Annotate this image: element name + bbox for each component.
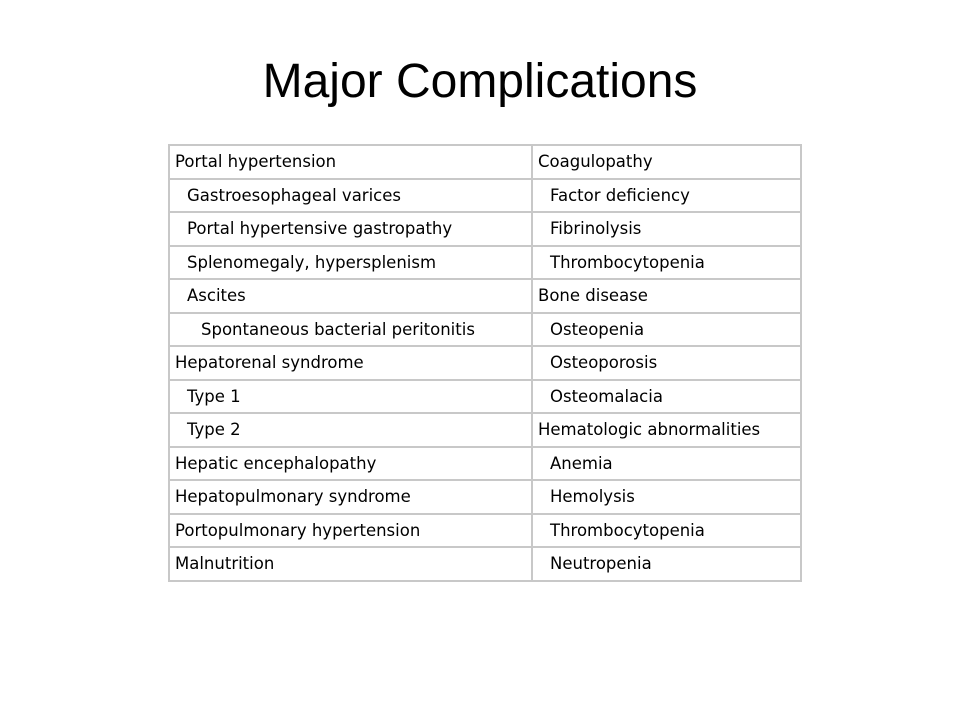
- table-row: [169, 279, 801, 313]
- complications-table-body: [169, 145, 801, 581]
- left-column-cell: Ascites: [169, 279, 532, 313]
- left-column-cell: Type 1: [169, 380, 532, 414]
- left-column-cell: Gastroesophageal varices: [169, 179, 532, 213]
- left-column-cell: Splenomegaly, hypersplenism: [169, 246, 532, 280]
- left-column-cell: Portal hypertensive gastropathy: [169, 212, 532, 246]
- table-row: [169, 413, 801, 447]
- left-column-cell: Type 2: [169, 413, 532, 447]
- right-column-cell: Hematologic abnormalities: [532, 413, 801, 447]
- right-column-cell: Osteopenia: [532, 313, 801, 347]
- right-column-cell: Osteomalacia: [532, 380, 801, 414]
- right-column-cell: Osteoporosis: [532, 346, 801, 380]
- right-column-cell: Thrombocytopenia: [532, 514, 801, 548]
- table-row: [169, 447, 801, 481]
- right-column-cell: Factor deficiency: [532, 179, 801, 213]
- left-column-cell: Hepatic encephalopathy: [169, 447, 532, 481]
- slide-title: Major Complications: [262, 55, 698, 108]
- table-row: [169, 514, 801, 548]
- left-column-cell: Hepatopulmonary syndrome: [169, 480, 532, 514]
- right-column-cell: Thrombocytopenia: [532, 246, 801, 280]
- right-column-cell: Neutropenia: [532, 547, 801, 581]
- left-column-cell: Hepatorenal syndrome: [169, 346, 532, 380]
- table-row: [169, 313, 801, 347]
- right-column-cell: Coagulopathy: [532, 145, 801, 179]
- complications-table-container: [168, 144, 802, 582]
- table-row: [169, 547, 801, 581]
- right-column-cell: Hemolysis: [532, 480, 801, 514]
- table-row: [169, 380, 801, 414]
- table-row: [169, 212, 801, 246]
- left-column-cell: Portopulmonary hypertension: [169, 514, 532, 548]
- left-column-cell: Portal hypertension: [169, 145, 532, 179]
- right-column-cell: Bone disease: [532, 279, 801, 313]
- left-column-cell: Malnutrition: [169, 547, 532, 581]
- left-column-cell: Spontaneous bacterial peritonitis: [169, 313, 532, 347]
- table-row: [169, 179, 801, 213]
- table-row: [169, 480, 801, 514]
- table-row: [169, 346, 801, 380]
- table-row: [169, 246, 801, 280]
- table-row: [169, 145, 801, 179]
- right-column-cell: Anemia: [532, 447, 801, 481]
- right-column-cell: Fibrinolysis: [532, 212, 801, 246]
- complications-table: [168, 144, 802, 582]
